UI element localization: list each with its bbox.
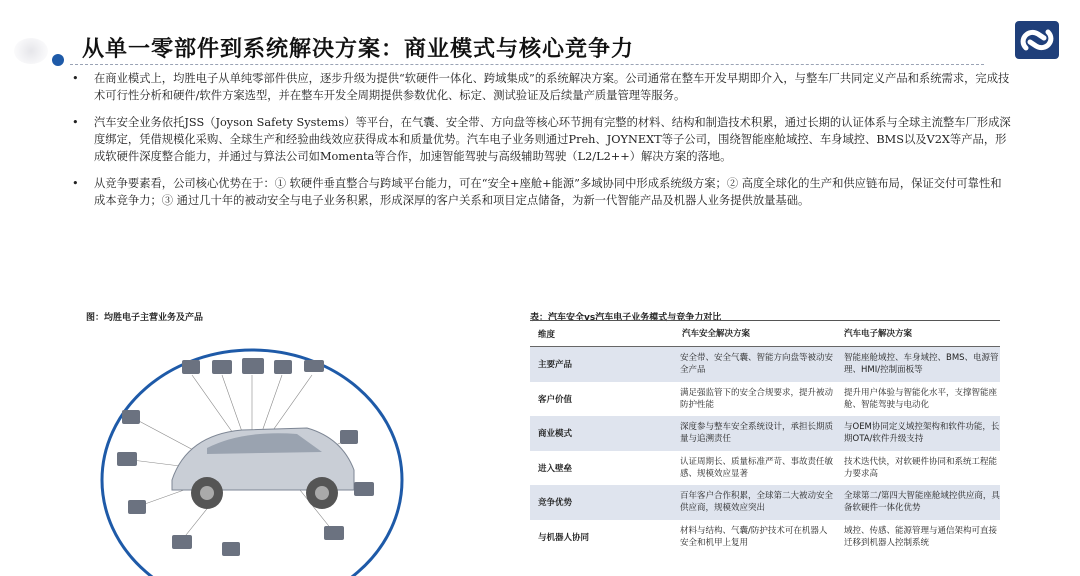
product-figure: [92, 330, 412, 576]
table-caption: 表：汽车安全vs汽车电子业务模式与竞争力对比: [530, 313, 722, 323]
table-cell: 材料与结构、气囊/防护技术可在机器人安全和机甲上复用: [680, 525, 828, 548]
table-cell: 智能座舱域控、车身域控、BMS、电源管理、HMI/控制面板等: [844, 353, 999, 376]
table-row: [530, 451, 1000, 486]
table-cell: 提升用户体验与智能化水平，支撑智能座舱、智能驾驶与电动化: [844, 387, 998, 410]
table-cell: 深度参与整车安全系统设计，承担长期质量与追溯责任: [680, 422, 834, 445]
title-divider: [70, 64, 984, 65]
bullet-dot: •: [72, 72, 79, 85]
bullet-item: [72, 175, 1012, 209]
table-row: [530, 485, 1000, 520]
table-cell: 域控、传感、能源管理与通信架构可直接迁移到机器人控制系统: [844, 525, 998, 548]
bullet-text: 汽车安全业务依托JSS（Joyson Safety Systems）等平台，在气囊、安全带、方向盘等核心环节拥有完整的材料、结构和制造技术积累，通过长期的认证体系与全球主流整车厂形成深度绑定，凭借规模化采购、全球生产和经验曲线效应获得成本和质量优势。汽车电子业务则通过Preh、JOYNEXT等子公司，围绕智能座舱域控、车身域控、BMS以及V2X等产品，形成软硬件深度整合能力，并通过与算法公司如Momenta等合作，加速智能驾驶与高级辅助驾驶（L2/L2++）解决方案的落地。: [94, 116, 1011, 163]
car-illustration: [172, 428, 354, 509]
table-cell: 技术迭代快，对软硬件协同和系统工程能力要求高: [844, 456, 998, 479]
table-cell: 主要产品: [538, 360, 573, 371]
comparison-table: [530, 322, 1000, 554]
title-bullet-dot: [52, 54, 64, 66]
table-cell: 百年客户合作积累，全球第二大被动安全供应商，规模效应突出: [680, 491, 834, 514]
figure-caption: 图：均胜电子主营业务及产品: [86, 313, 204, 323]
table-cell: 全球第二/第四大智能座舱域控供应商，具备软硬件一体化优势: [844, 491, 1000, 514]
table-header-cell: 汽车电子解决方案: [844, 329, 913, 339]
company-logo-icon: [1014, 20, 1060, 60]
bullet-text: 在商业模式上，均胜电子从单纯零部件供应，逐步升级为提供“软硬件一体化、跨域集成”的系统解决方案。公司通常在整车开发早期即介入，与整车厂共同定义产品和系统需求，完成技术可行性分析和硬件/软件方案选型，并在整车开发全周期提供参数优化、标定、测试验证及后续量产质量管理等服务。: [94, 72, 1010, 102]
table-row: [530, 520, 1000, 555]
bullet-list: [72, 70, 1012, 219]
table-header-cell: 汽车安全解决方案: [682, 329, 751, 339]
table-row: [530, 416, 1000, 451]
table-header-row: [530, 322, 1000, 347]
table-row: [530, 347, 1000, 382]
page-title: 从单一零部件到系统解决方案：商业模式与核心竞争力: [82, 36, 635, 62]
table-cell: 与OEM协同定义域控架构和软件功能，长期OTA/软件升级支持: [844, 422, 1000, 445]
table-cell: 安全带、安全气囊、智能方向盘等被动安全产品: [680, 353, 834, 376]
table-cell: 满足强监管下的安全合规要求，提升被动防护性能: [680, 387, 834, 410]
bullet-dot: •: [72, 177, 79, 190]
table-cell: 认证周期长、质量标准严苛、事故责任敏感、规模效应显著: [680, 456, 834, 479]
bullet-text: 从竞争要素看，公司核心优势在于：① 软硬件垂直整合与跨域平台能力，可在“安全+座舱+能源”多域协同中形成系统级方案；② 高度全球化的生产和供应链布局，保证交付可靠性和成本竞争力；③ 通过几十年的被动安全与电子业务积累，形成深厚的客户关系和项目定点储备，为新一代智能产品及机器人业务提供放量基础。: [94, 177, 1002, 207]
table-cell: 竞争优势: [538, 498, 573, 509]
table-header-cell: 维度: [538, 330, 556, 340]
table-row: [530, 382, 1000, 417]
table-cell: 与机器人协同: [538, 532, 590, 543]
bullet-item: [72, 114, 1012, 165]
bullet-item: [72, 70, 1012, 104]
table-cell: 进入壁垒: [538, 463, 573, 474]
table-cell: 客户价值: [538, 394, 573, 405]
table-cell: 商业模式: [538, 429, 573, 440]
table-top-rule: [530, 320, 1000, 321]
bullet-dot: •: [72, 116, 79, 129]
product-diagram-image: [92, 330, 412, 576]
decorative-blur-circle: [14, 38, 48, 64]
